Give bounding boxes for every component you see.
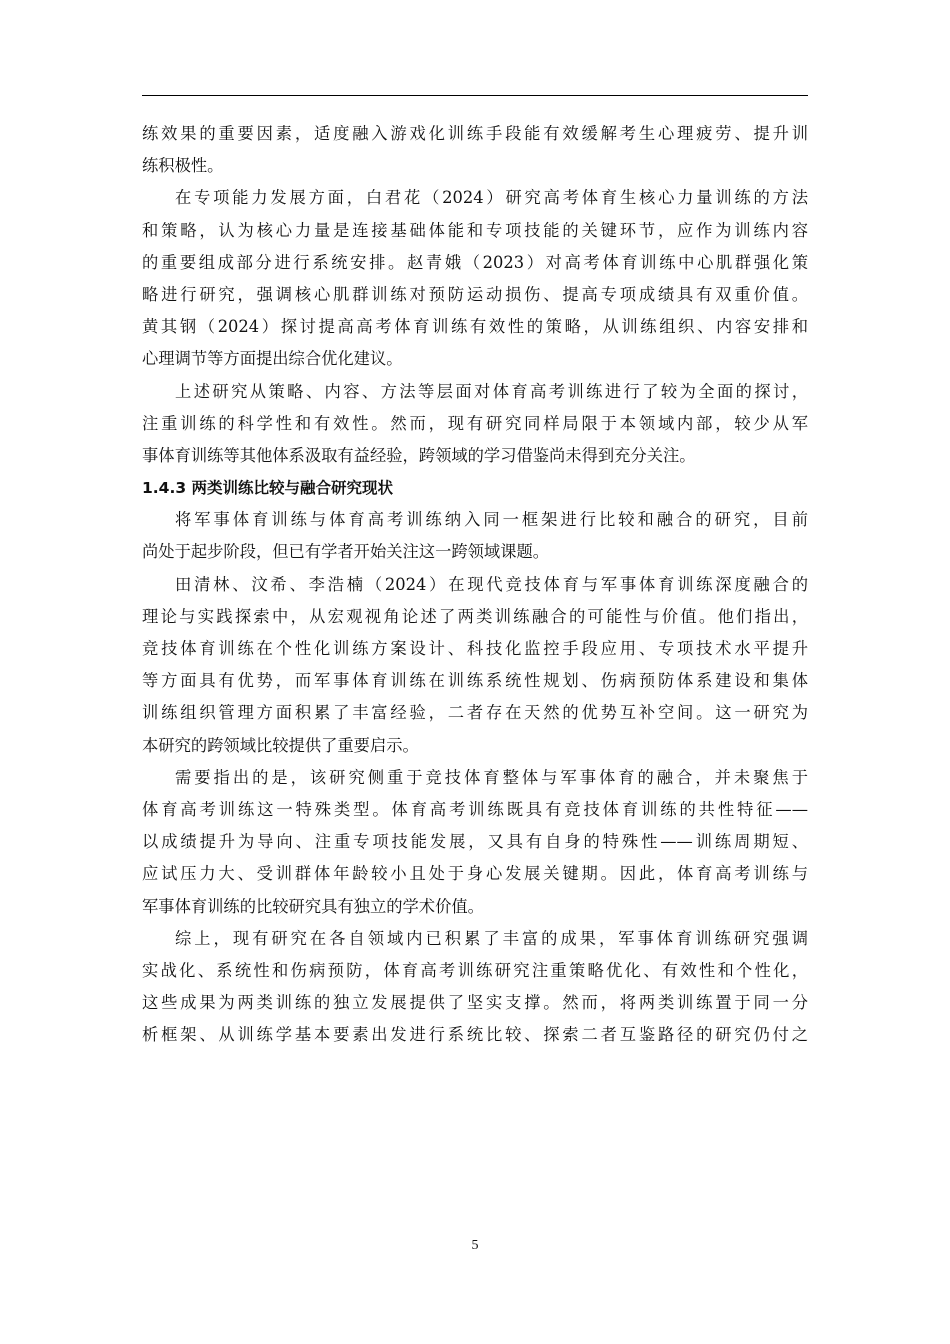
text-line: 综上，现有研究在各自领域内已积累了丰富的成果，军事体育训练研究强调 [175,928,808,948]
section-heading: 1.4.3 两类训练比较与融合研究现状 [142,479,394,498]
text-line: 竞技体育训练在个性化训练方案设计、科技化监控手段应用、专项技术水平提升 [142,639,808,658]
text-line: 这些成果为两类训练的独立发展提供了坚实支撑。然而，将两类训练置于同一分 [142,993,808,1013]
text-line: 实战化、系统性和伤病预防，体育高考训练研究注重策略优化、有效性和个性化， [142,960,808,980]
text-line: 军事体育训练的比较研究具有独立的学术价值。 [142,896,484,916]
page-number: 5 [471,1238,479,1253]
text-line: 略进行研究，强调核心肌群训练对预防运动损伤、提高专项成绩具有双重价值。 [142,284,808,304]
text-line: 以成绩提升为导向、注重专项技能发展，又具有自身的特殊性——训练周期短、 [142,832,808,852]
header-rule [142,95,808,96]
text-line: 事体育训练等其他体系汲取有益经验，跨领域的学习借鉴尚未得到充分关注。 [142,445,696,465]
text-line: 和策略，认为核心力量是连接基础体能和专项技能的关键环节，应作为训练内容 [142,220,808,240]
text-line: 尚处于起步阶段，但已有学者开始关注这一跨领域课题。 [142,542,550,562]
text-line: 本研究的跨领域比较提供了重要启示。 [142,735,419,755]
text-line: 上述研究从策略、内容、方法等层面对体育高考训练进行了较为全面的探讨， [175,381,808,401]
text-line: 体育高考训练这一特殊类型。体育高考训练既具有竞技体育训练的共性特征—— [142,799,808,819]
text-line: 将军事体育训练与体育高考训练纳入同一框架进行比较和融合的研究，目前 [175,510,808,530]
text-line: 理论与实践探索中，从宏观视角论述了两类训练融合的可能性与价值。他们指出， [142,606,808,626]
text-line: 田清林、汶希、李浩楠（2024）在现代竞技体育与军事体育训练深度融合的 [175,574,808,594]
text-line: 注重训练的科学性和有效性。然而，现有研究同样局限于本领域内部，较少从军 [142,413,808,433]
text-line: 需要指出的是，该研究侧重于竞技体育整体与军事体育的融合，并未聚焦于 [175,767,808,787]
text-line: 训练组织管理方面积累了丰富经验，二者存在天然的优势互补空间。这一研究为 [142,703,808,723]
text-line: 应试压力大、受训群体年龄较小且处于身心发展关键期。因此，体育高考训练与 [142,864,808,884]
text-line: 练效果的重要因素，适度融入游戏化训练手段能有效缓解考生心理疲劳、提升训 [142,124,808,143]
text-line: 的重要组成部分进行系统安排。赵青娥（2023）对高考体育训练中心肌群强化策 [142,252,808,272]
text-line: 析框架、从训练学基本要素出发进行系统比较、探索二者互鉴路径的研究仍付之 [142,1025,808,1045]
text-line: 练积极性。 [142,156,224,176]
text-line: 黄其钢（2024）探讨提高高考体育训练有效性的策略，从训练组织、内容安排和 [142,317,808,337]
text-line: 等方面具有优势，而军事体育训练在训练系统性规划、伤病预防体系建设和集体 [142,671,808,691]
text-line: 心理调节等方面提出综合优化建议。 [142,349,403,369]
text-line: 在专项能力发展方面，白君花（2024）研究高考体育生核心力量训练的方法 [175,188,808,208]
body-text [142,118,808,1051]
